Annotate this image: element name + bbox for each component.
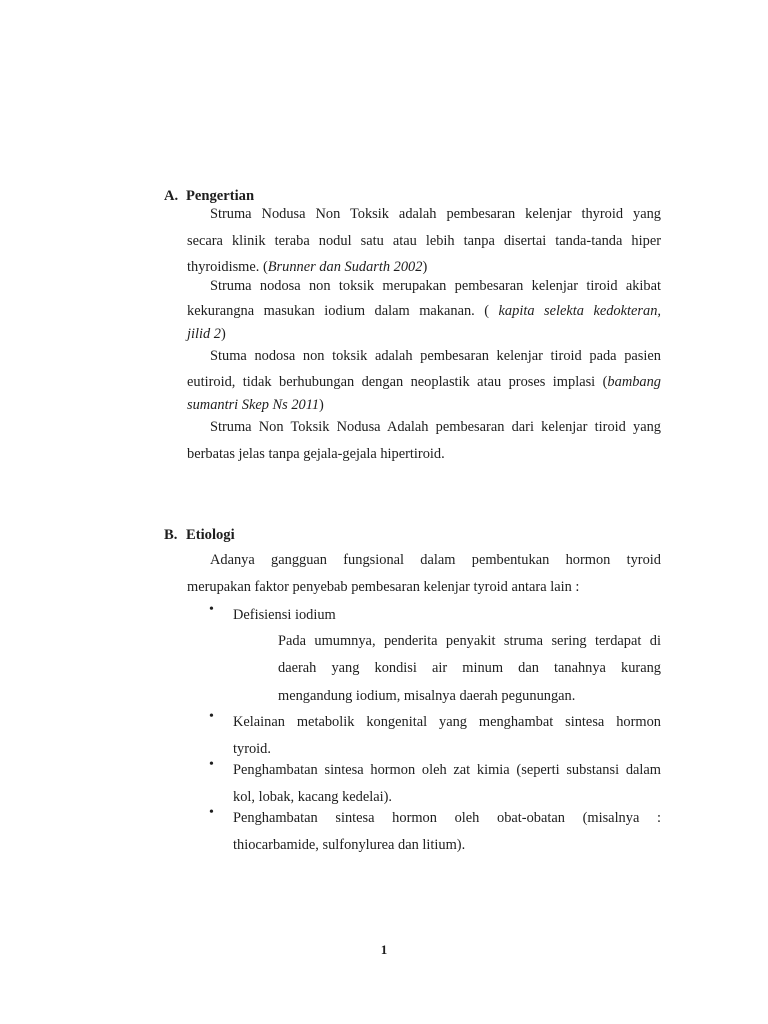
definition-2-citation-part-1: kapita selekta kedokteran,	[498, 302, 661, 319]
etiologi-intro-line-2: merupakan faktor penyebab pembesaran kelenjar tyroid antara lain :	[187, 579, 580, 595]
definition-paragraph-4	[187, 416, 661, 466]
definition-1-citation: Brunner dan Sudarth 2002	[267, 259, 423, 275]
list-item	[187, 757, 661, 811]
bullet-1-detail-line-3: mengandung iodium, misalnya daerah pegunungan.	[278, 687, 576, 704]
bullet-icon: •	[209, 757, 214, 772]
etiologi-intro-paragraph	[187, 547, 661, 601]
page-number: 1	[380, 942, 388, 957]
section-b-title: Etiologi	[186, 527, 235, 543]
definition-4-line-2: berbatas jelas tanpa gejala-gejala hipertiroid.	[187, 445, 445, 462]
section-b-heading	[164, 525, 235, 545]
bullet-3-line-2: kol, lobak, kacang kedelai).	[233, 789, 393, 805]
bullet-1-detail-line-1: Pada umumnya, penderita penyakit struma sering terdapat di	[278, 633, 661, 649]
definition-1-line-1: Struma Nodusa Non Toksik adalah pembesaran kelenjar thyroid yang	[210, 206, 661, 222]
bullet-4-text	[233, 805, 661, 859]
definition-2-citation-part-2: jilid 2	[187, 326, 221, 342]
bullet-2-line-1: Kelainan metabolik kongenital yang menghambat sintesa hormon	[233, 714, 661, 730]
etiologi-intro-line-1: Adanya gangguan fungsional dalam pembentukan hormon tyroid	[210, 552, 661, 568]
etiologi-list-top	[187, 602, 661, 629]
definition-3-citation-part-1: bambang	[607, 373, 661, 390]
bullet-4-line-2: thiocarbamide, sulfonylurea dan litium).	[233, 837, 466, 853]
bullet-icon: •	[209, 602, 214, 617]
definition-3-citation-close: )	[319, 397, 324, 413]
definition-2-text: kekurangna masukan iodium dalam makanan. (	[187, 302, 499, 319]
definition-1-citation-close: )	[422, 259, 428, 275]
definition-1-text: thyroidisme. (	[187, 259, 268, 275]
definition-1-line-2: secara klinik teraba nodul satu atau lebih tanpa disertai tanda-tanda hiper	[187, 232, 661, 249]
bullet-1-text	[233, 602, 661, 629]
definition-paragraph-2	[187, 275, 661, 347]
definition-2-citation-close: )	[220, 326, 226, 342]
definition-4-line-1: Struma Non Toksik Nodusa Adalah pembesaran dari kelenjar tiroid yang	[210, 419, 661, 435]
definition-paragraph-3	[187, 345, 661, 418]
definition-3-citation-part-2: sumantri Skep Ns 2011	[187, 397, 320, 413]
definition-2-line-1: Struma nodosa non toksik merupakan pembesaran kelenjar tiroid akibat	[210, 278, 661, 294]
bullet-4-line-1: Penghambatan sintesa hormon oleh obat-obatan (misalnya :	[233, 810, 661, 826]
definition-2-line-2	[187, 300, 661, 324]
bullet-icon: •	[209, 805, 214, 820]
definition-2-line-3	[187, 323, 661, 347]
bullet-2-text	[233, 709, 661, 763]
bullet-2-line-2: tyroid.	[233, 741, 271, 757]
bullet-3-text	[233, 757, 661, 811]
section-a-title: Pengertian	[186, 188, 255, 204]
section-a-letter: A.	[164, 188, 179, 204]
bullet-icon: •	[209, 709, 214, 724]
definition-paragraph-1	[187, 203, 661, 280]
bullet-1-detail-line-2: daerah yang kondisi air minum dan tanahnya kurang	[278, 660, 661, 677]
definition-3-line-2	[187, 371, 661, 395]
definition-3-text: eutiroid, tidak berhubungan dengan neoplastik atau proses implasi (	[187, 373, 608, 390]
section-b-letter: B.	[164, 527, 178, 543]
list-item	[187, 805, 661, 859]
list-item	[187, 709, 661, 763]
list-item	[187, 602, 661, 629]
bullet-3-line-1: Penghambatan sintesa hormon oleh zat kimia (seperti substansi dalam	[233, 762, 661, 778]
etiologi-list-bottom	[187, 709, 661, 859]
definition-3-line-3	[187, 394, 661, 418]
definition-3-line-1: Stuma nodosa non toksik adalah pembesaran kelenjar tiroid pada pasien	[210, 348, 661, 364]
bullet-1-detail-paragraph	[278, 628, 661, 710]
bullet-1-line-1: Defisiensi iodium	[233, 607, 336, 623]
